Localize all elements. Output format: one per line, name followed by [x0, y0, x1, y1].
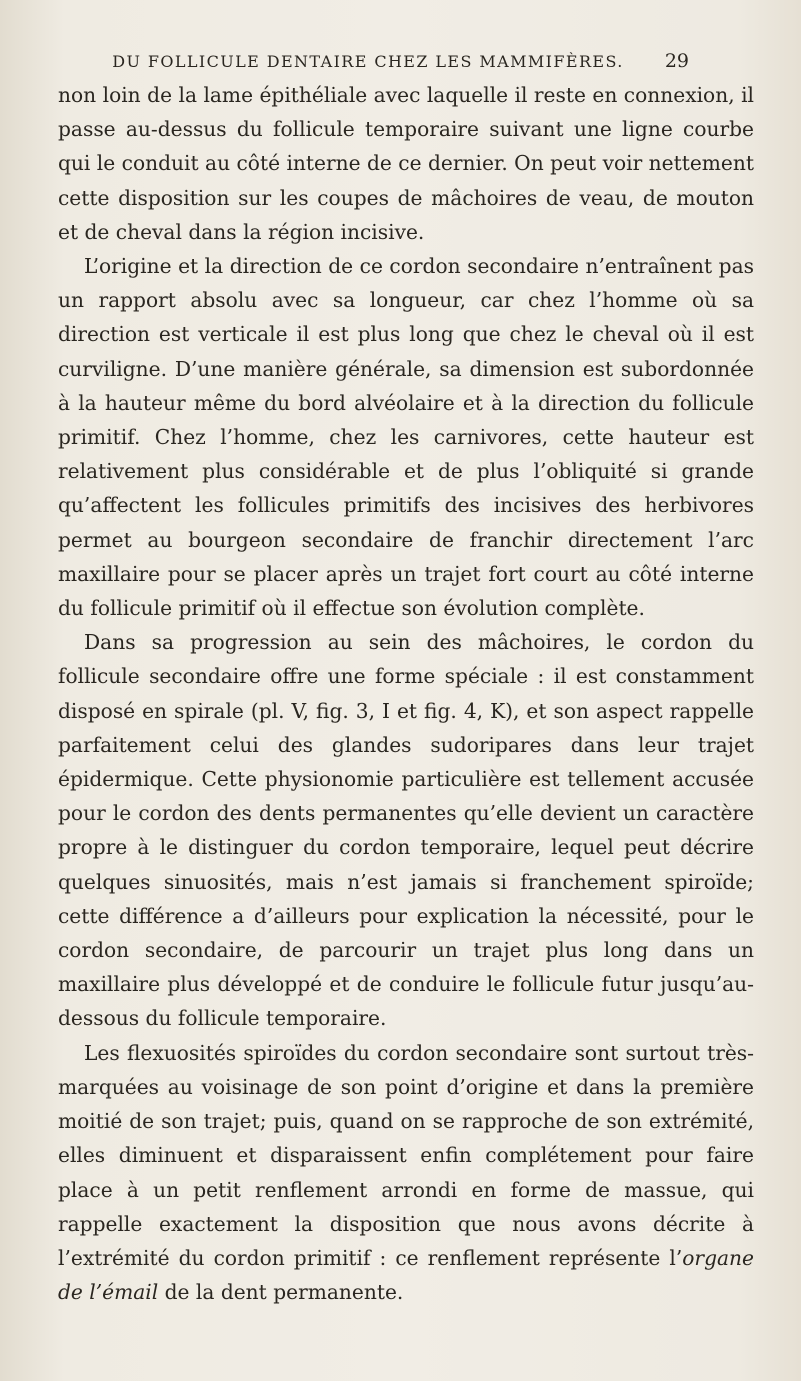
- paragraph-4-emphasis: organe de l’émail: [58, 1245, 754, 1305]
- paragraph-4-text-after: de la dent permanente.: [158, 1280, 404, 1305]
- paragraph-3: Dans sa progression au sein des mâchoires, le cordon du follicule secondaire offre une forme spéciale : il est constamment disposé en spirale (pl. V, fig. 3, I et fig. 4, K), et son aspect rappelle parfaitement celui des glandes sudoripares dans leur trajet épidermique. Cette physionomie particulière est tellement accusée pour le cordon des dents permanentes qu’elle devient un caractère propre à le distinguer du cordon temporaire, lequel peut décrire quelques sinuosités, mais n’est jamais si franchement spiroïde; cette différence a d’ailleurs pour explication la nécessité, pour le cordon secondaire, de parcourir un trajet plus long dans un maxillaire plus développé et de conduire le follicule futur jusqu’au-dessous du follicule temporaire.: [58, 630, 754, 1031]
- body-text: [58, 78, 754, 1309]
- page-number: 29: [664, 50, 689, 72]
- page-header: [0, 48, 801, 80]
- paragraph-1: non loin de la lame épithéliale avec laquelle il reste en connexion, il passe au-dessus du follicule temporaire suivant une ligne courbe qui le conduit au côté interne de ce dernier. On peut voir nettement cette disposition sur les coupes de mâchoires de veau, de mouton et de cheval dans la région incisive.: [58, 83, 754, 244]
- paragraph-2: L’origine et la direction de ce cordon secondaire n’entraînent pas un rapport absolu avec sa longueur, car chez l’homme où sa direction est verticale il est plus long que chez le cheval où il est curviligne. D’une manière générale, sa dimension est subordonnée à la hauteur même du bord alvéolaire et à la direction du follicule primitif. Chez l’homme, chez les carnivores, cette hauteur est relativement plus considérable et de plus l’obliquité si grande qu’affectent les follicules primitifs des incisives des herbivores permet au bourgeon secondaire de franchir directement l’arc maxillaire pour se placer après un trajet fort court au côté interne du follicule primitif où il effectue son évolution complète.: [58, 254, 754, 621]
- paragraph-4-text-before: Les flexuosités spiroïdes du cordon secondaire sont surtout très-marquées au voisinage de son point d’origine et dans la première moitié de son trajet; puis, quand on se rapproche de son extrémité, elles diminuent et disparaissent enfin complétement pour faire place à un petit renflement arrondi en forme de massue, qui rappelle exactement la disposition que nous avons décrite à l’extrémité du cordon primitif : ce renflement représente l’: [58, 1040, 754, 1270]
- running-head: DU FOLLICULE DENTAIRE CHEZ LES MAMMIFÈRES.: [112, 52, 624, 71]
- paragraph-4: [58, 1036, 754, 1310]
